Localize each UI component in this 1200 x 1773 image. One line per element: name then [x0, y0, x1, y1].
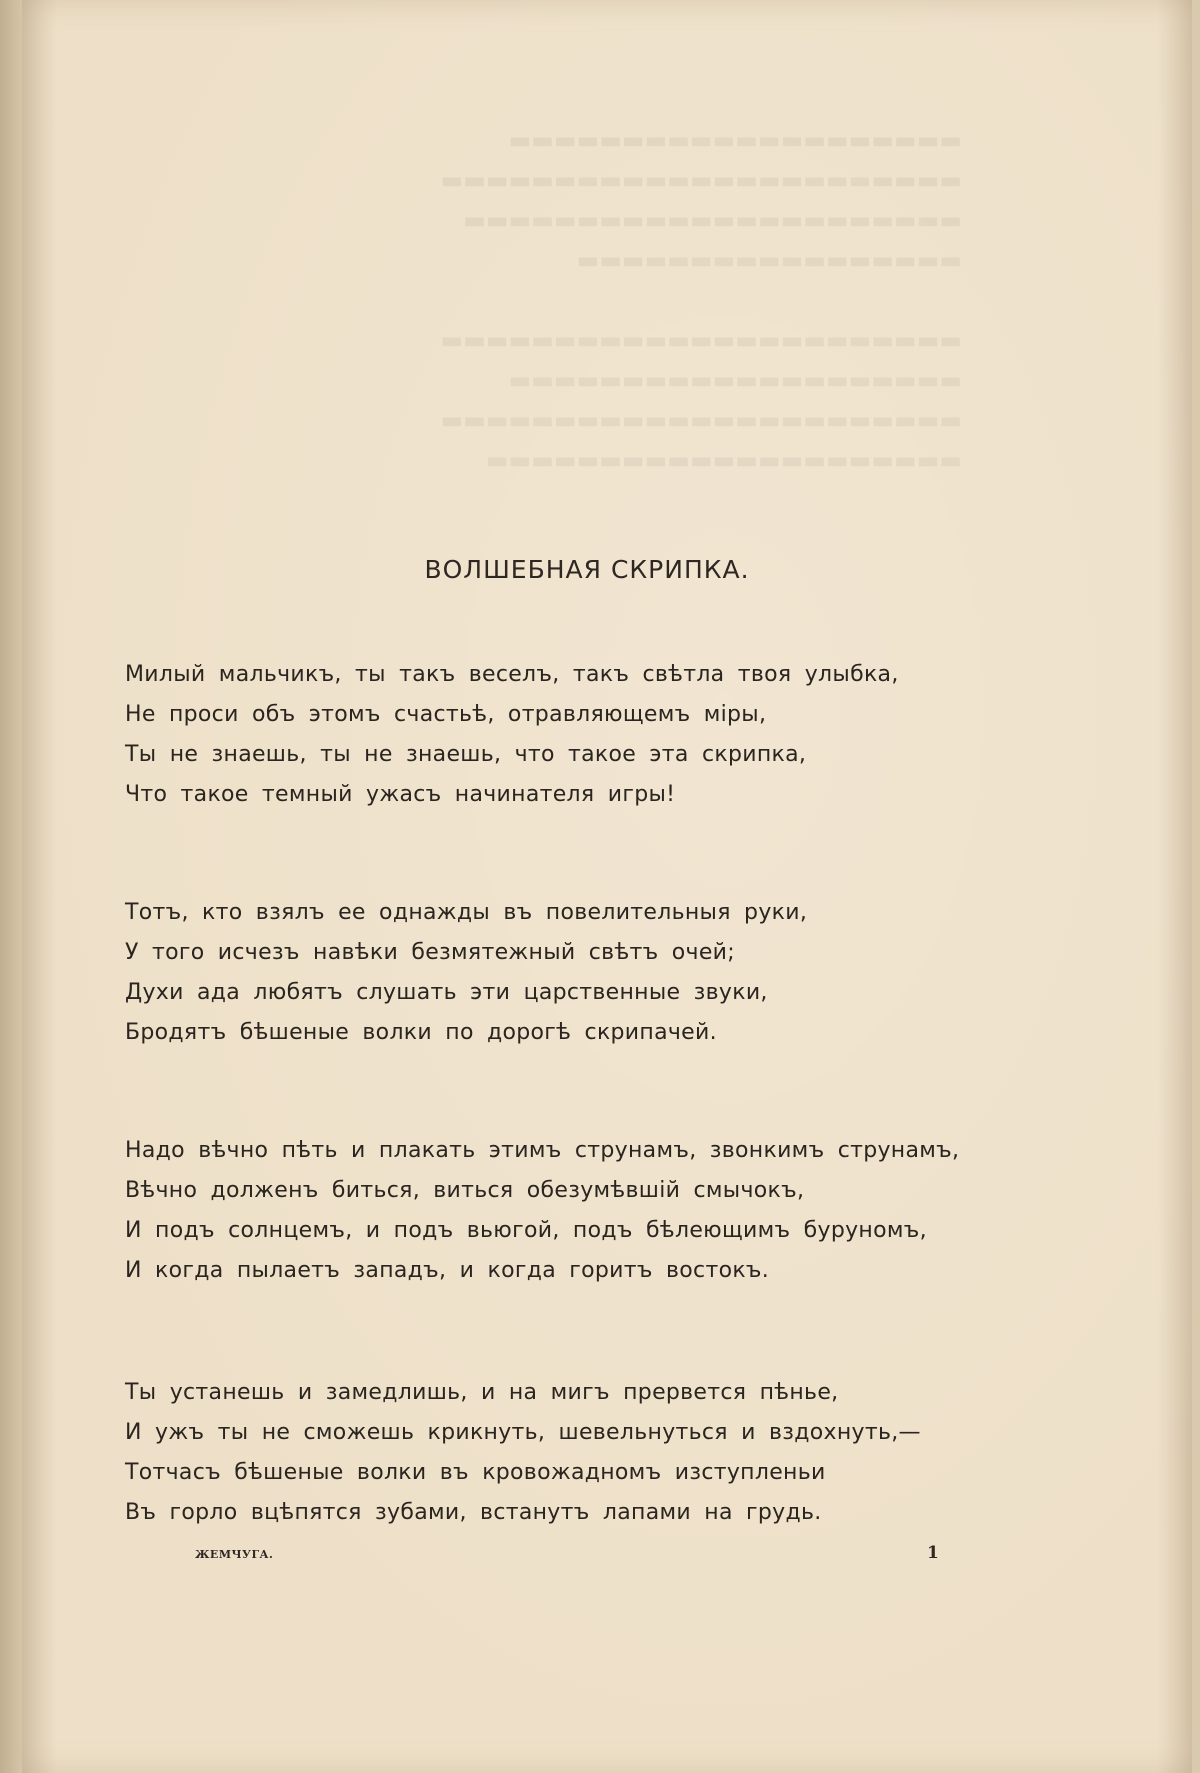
poem-line: Вѣчно долженъ биться, виться обезумѣвшій смычокъ,	[125, 1178, 805, 1203]
poem-line: Милый мальчикъ, ты такъ веселъ, такъ свѣтла твоя улыбка,	[125, 662, 899, 687]
stanza-4	[125, 1373, 1005, 1533]
poem-line: И ужъ ты не сможешь крикнуть, шевельнуться и вздохнуть,—	[125, 1420, 921, 1445]
page-number: 1	[927, 1543, 939, 1563]
show-through-texture: ▬▬▬▬▬▬▬▬▬▬▬▬▬▬▬▬▬▬▬▬ ▬▬▬▬▬▬▬▬▬▬▬▬▬▬▬▬▬▬▬▬▬▬▬ ▬▬▬▬▬▬▬▬▬▬▬▬▬▬▬▬▬▬▬▬▬▬ ▬▬▬▬▬▬▬▬▬▬▬▬▬▬▬▬▬ ▬▬▬▬▬▬▬▬▬▬▬▬▬▬▬▬▬▬▬▬▬▬▬ ▬▬▬▬▬▬▬▬▬▬▬▬▬▬▬▬▬▬▬▬ ▬▬▬▬▬▬▬▬▬▬▬▬▬▬▬▬▬▬▬▬▬▬▬ ▬▬▬▬▬▬▬▬▬▬▬▬▬▬▬▬▬▬▬▬▬	[440, 126, 962, 474]
poem-line: Ты устанешь и замедлишь, и на мигъ прервется пѣнье,	[125, 1380, 839, 1405]
stanza-3	[125, 1131, 1005, 1291]
poem-line: И когда пылаетъ западъ, и когда горитъ востокъ.	[125, 1258, 770, 1283]
book-page	[22, 0, 1192, 1773]
poem-line: Не проси объ этомъ счастьѣ, отравляющемъ міры,	[125, 702, 767, 727]
poem-line: Тотъ, кто взялъ ее однажды въ повелительныя руки,	[125, 900, 808, 925]
poem-line: У того исчезъ навѣки безмятежный свѣтъ очей;	[125, 940, 735, 965]
poem-line: Что такое темный ужасъ начинателя игры!	[125, 782, 676, 807]
signature-mark: ЖЕМЧУГА.	[195, 1548, 274, 1561]
poem-line: И подъ солнцемъ, и подъ вьюгой, подъ бѣлеющимъ буруномъ,	[125, 1218, 927, 1243]
book-spine-edge	[0, 0, 22, 1773]
poem-line: Духи ада любятъ слушать эти царственные звуки,	[125, 980, 768, 1005]
poem-line: Бродятъ бѣшеные волки по дорогѣ скрипачей.	[125, 1020, 717, 1045]
poem-line: Въ горло вцѣпятся зубами, встанутъ лапами на грудь.	[125, 1500, 822, 1525]
poem-line: Ты не знаешь, ты не знаешь, что такое эта скрипка,	[125, 742, 807, 767]
stanza-2	[125, 893, 1005, 1053]
stanza-1	[125, 655, 1005, 815]
poem-line: Надо вѣчно пѣть и плакать этимъ струнамъ, звонкимъ струнамъ,	[125, 1138, 960, 1163]
poem-title: ВОЛШЕБНАЯ СКРИПКА.	[424, 555, 750, 584]
poem-line: Тотчасъ бѣшеные волки въ кровожадномъ изступленьи	[125, 1460, 826, 1485]
